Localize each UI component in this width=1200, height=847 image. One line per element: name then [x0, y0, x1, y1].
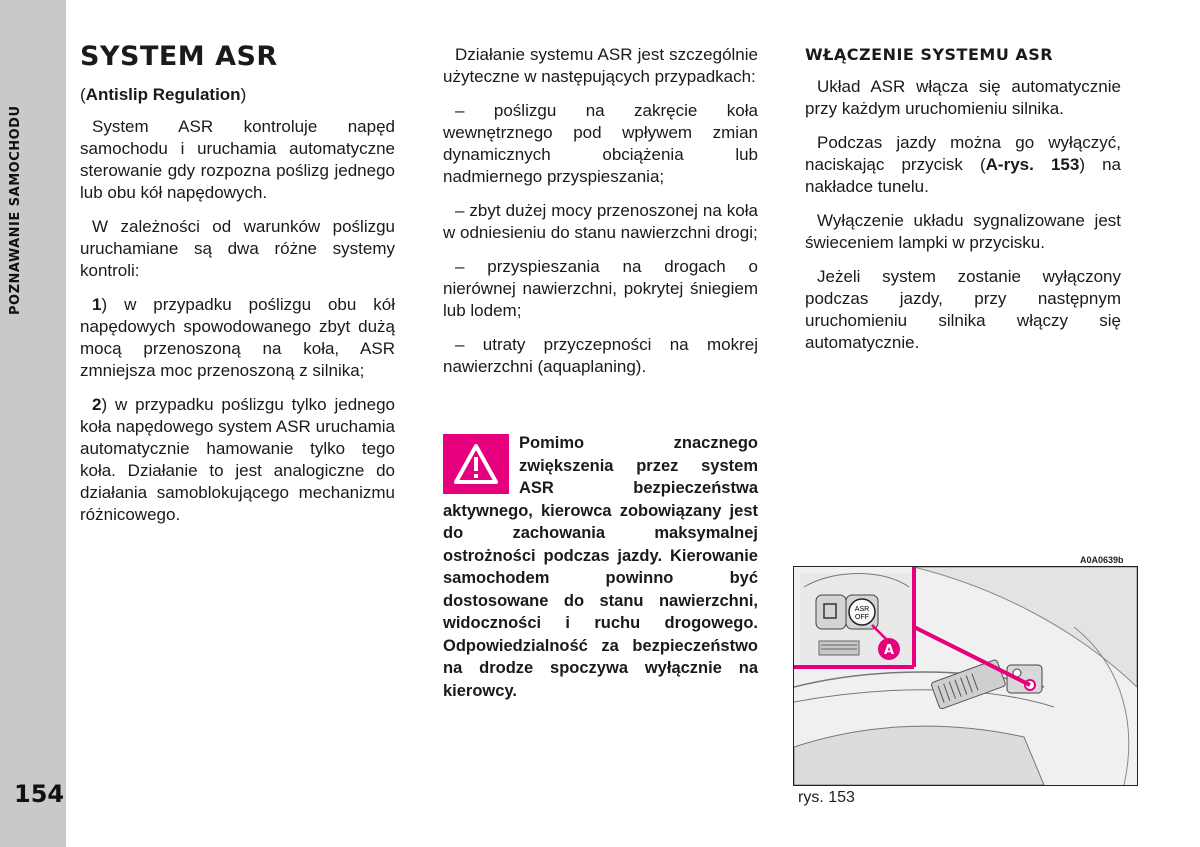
list-item: – przyspieszania na drogach o nierównej nawierzchni, pokrytej śniegiem lub lodem; — [443, 257, 758, 320]
subtitle: (Antislip Regulation) — [80, 85, 247, 104]
figure-illustration — [793, 566, 1138, 786]
figure-caption: rys. 153 — [798, 789, 855, 806]
asr-label: ASR — [854, 606, 870, 613]
figure-code: A0A0639b — [1080, 555, 1124, 565]
paragraph: 1) w przypadku poślizgu obu kół napędowych spowodowanego zbyt dużą mocą przenoszoną na koła, ASR zmniejsza moc przenoszoną z silnika; — [80, 295, 395, 380]
section-heading: WŁĄCZENIE SYSTEMU ASR — [805, 45, 1054, 64]
warning-box — [443, 432, 758, 702]
list-item: – utraty przyczepności na mokrej nawierzchni (aquaplaning). — [443, 335, 758, 376]
paragraph: Jeżeli system zostanie wyłączony podczas jazdy, przy następnym uruchomieniu silnika włączy się automatycznie. — [805, 267, 1121, 352]
warning-text: Pomimo znacznego zwiększenia przez system ASR bezpieczeństwa aktywnego, kierowca zobowiązany jest do zachowania maksymalnej ostrożności podczas jazdy. Kierowanie samochodem powinno być dostosowane do stanu nawierzchni, widoczności i ruchu drogowego. Odpowiedzialność za bezpieczeństwo na drodze spoczywa wyłącznie na kierowcy. — [443, 434, 758, 700]
paragraph: W zależności od warunków poślizgu uruchamiane są dwa różne systemy kontroli: — [80, 217, 395, 280]
paragraph: Podczas jazdy można go wyłączyć, naciskając przycisk (A-rys. 153) na nakładce tunelu. — [805, 133, 1122, 196]
column-2 — [443, 44, 758, 390]
sidebar — [0, 0, 66, 847]
page-number: 154 — [14, 780, 65, 808]
paragraph: Układ ASR włącza się automatycznie przy każdym uruchomieniu silnika. — [805, 77, 1121, 118]
off-label: OFF — [855, 614, 869, 621]
section-label: POZNAWANIE SAMOCHODU — [8, 105, 23, 315]
paragraph: 2) w przypadku poślizgu tylko jednego koła napędowego system ASR uruchamia automatycznie hamowanie tylko tego koła. Działanie to jest analogiczne do działania samoblokującego mechanizmu różnicowego. — [80, 395, 395, 524]
list-item: – zbyt dużej mocy przenoszonej na koła w odniesieniu do stanu nawierzchni drogi; — [443, 201, 758, 242]
console-illustration — [794, 567, 1137, 785]
callout-a: A — [883, 643, 895, 658]
paragraph: Wyłączenie układu sygnalizowane jest świeceniem lampki w przycisku. — [805, 211, 1121, 252]
column-3 — [805, 44, 1121, 366]
list-item: – poślizgu na zakręcie koła wewnętrznego pod wpływem zmian dynamicznych obciążenia lub nadmiernego przyspieszania; — [443, 101, 758, 186]
warning-icon — [443, 434, 509, 494]
paragraph: Działanie systemu ASR jest szczególnie użyteczne w następujących przypadkach: — [443, 45, 758, 86]
page-title: SYSTEM ASR — [80, 41, 278, 72]
paragraph: System ASR kontroluje napęd samochodu i uruchamia automatyczne sterowanie gdy rozpozna poślizg jednego lub obu kół napędowych. — [80, 117, 395, 202]
column-1 — [80, 40, 395, 538]
